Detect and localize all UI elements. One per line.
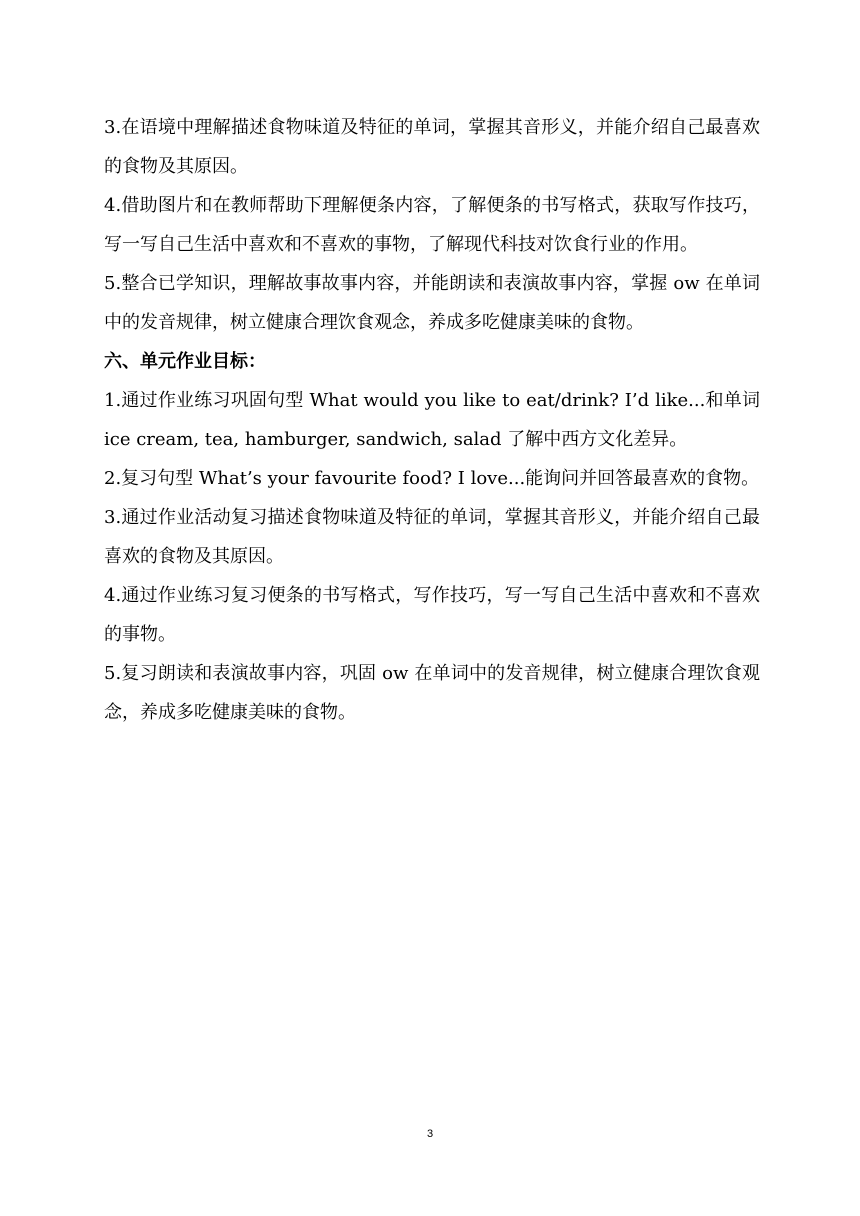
- paragraph-homework-5: 5.复习朗读和表演故事内容，巩固 ow 在单词中的发音规律，树立健康合理饮食观念，养成多吃健康美味的食物。: [104, 663, 760, 723]
- paragraph-goal-3: 3.在语境中理解描述食物味道及特征的单词，掌握其音形义，并能介绍自己最喜欢的食物及其原因。: [104, 117, 760, 177]
- paragraph-homework-1: 1.通过作业练习巩固句型 What would you like to eat/drink? I’d like...和单词 ice cream, tea, hamburger, sandwich, salad 了解中西方文化差异。: [104, 390, 760, 450]
- page-number: 3: [426, 1128, 434, 1140]
- paragraph-homework-2: 2.复习句型 What’s your favourite food? I love...能询问并回答最喜欢的食物。: [104, 468, 760, 489]
- paragraph-homework-4: 4.通过作业练习复习便条的书写格式，写作技巧，写一写自己生活中喜欢和不喜欢的事物。: [104, 585, 760, 645]
- paragraph-goal-5: 5.整合已学知识，理解故事故事内容，并能朗读和表演故事内容，掌握 ow 在单词中的发音规律，树立健康合理饮食观念，养成多吃健康美味的食物。: [104, 273, 760, 333]
- paragraph-homework-3: 3.通过作业活动复习描述食物味道及特征的单词，掌握其音形义，并能介绍自己最喜欢的食物及其原因。: [104, 507, 760, 567]
- document-body: [104, 108, 760, 732]
- paragraph-goal-4: 4.借助图片和在教师帮助下理解便条内容，了解便条的书写格式，获取写作技巧，写一写自己生活中喜欢和不喜欢的事物，了解现代科技对饮食行业的作用。: [104, 195, 760, 255]
- section-heading: 六、单元作业目标：: [104, 351, 266, 372]
